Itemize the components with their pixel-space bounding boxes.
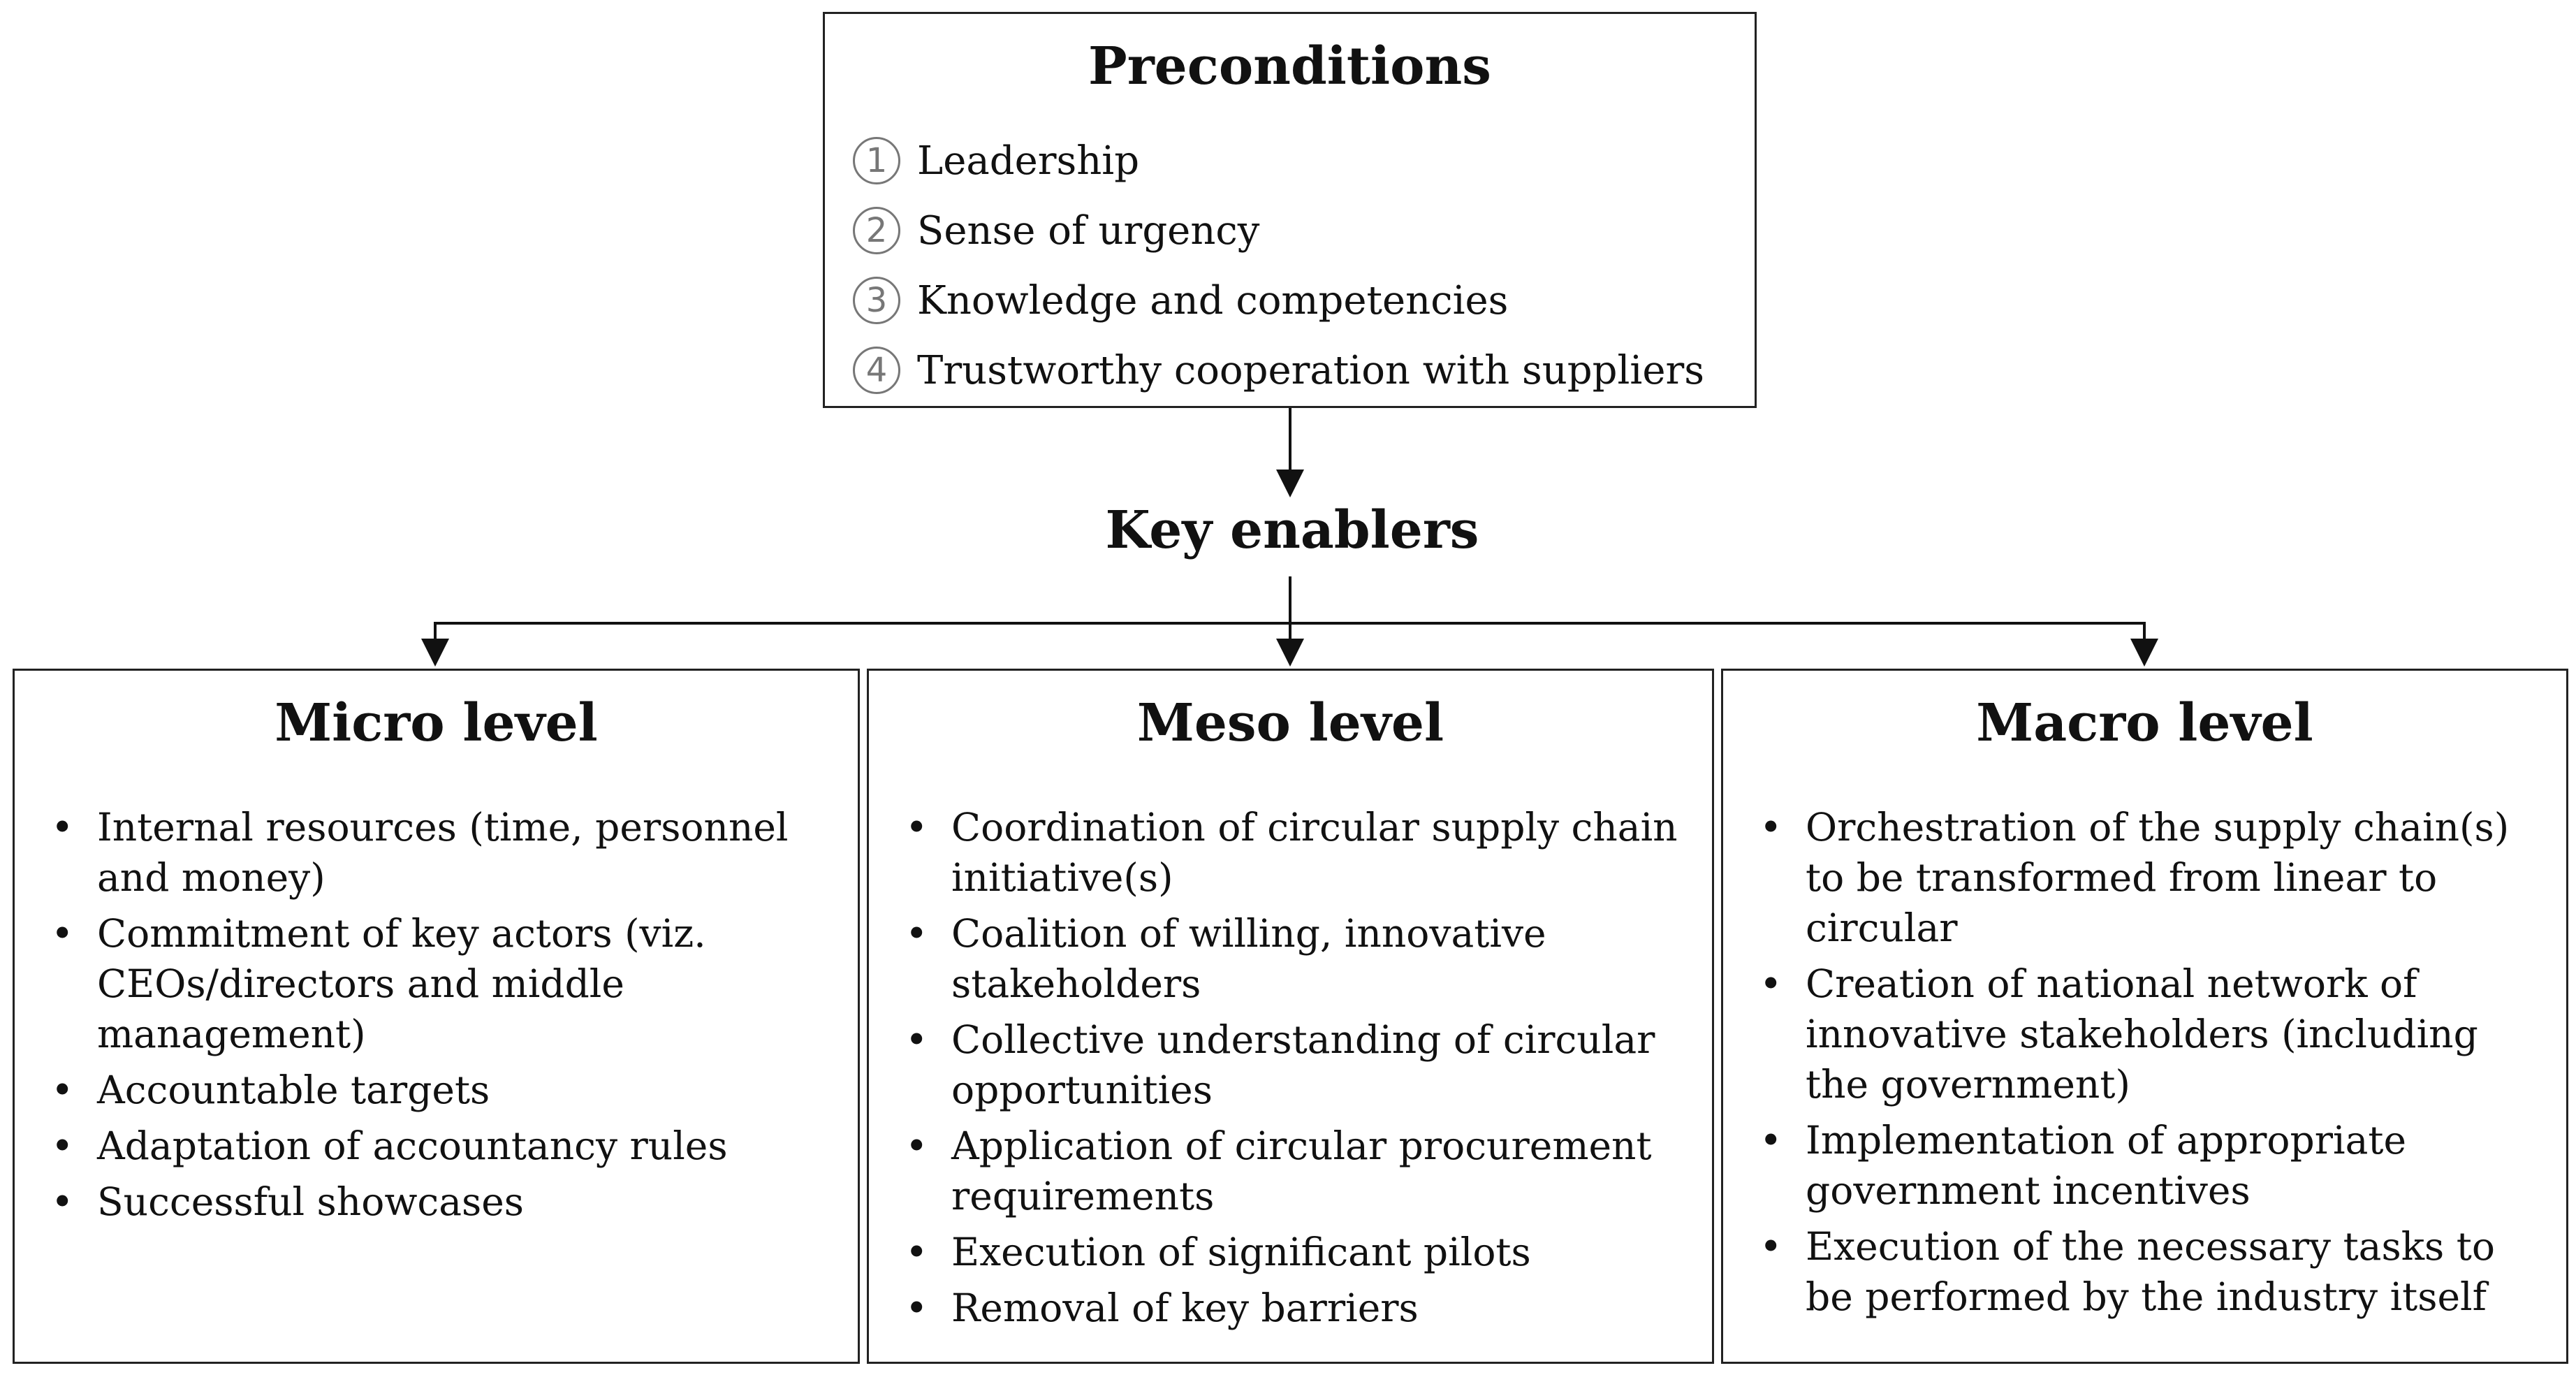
list-item: • Execution of significant pilots	[951, 1227, 1684, 1277]
list-item: • Commitment of key actors (viz. CEOs/directors and middle management)	[97, 908, 830, 1059]
number-4-icon: 4	[853, 347, 900, 394]
list-item: • Application of circular procurement requirements	[951, 1121, 1684, 1221]
precondition-item	[853, 126, 1704, 196]
list-item: • Collective understanding of circular opportunities	[951, 1014, 1684, 1115]
precondition-label: Trustworthy cooperation with suppliers	[917, 347, 1704, 393]
precondition-item	[853, 196, 1704, 265]
meso-level-list	[951, 802, 1684, 1339]
precondition-item	[853, 265, 1704, 335]
meso-level-box	[867, 669, 1714, 1364]
precondition-label: Sense of urgency	[917, 208, 1260, 254]
preconditions-title: Preconditions	[1088, 36, 1491, 96]
macro-level-box	[1721, 669, 2568, 1364]
number-3-icon: 3	[853, 277, 900, 324]
precondition-label: Leadership	[917, 138, 1140, 184]
list-item: • Coordination of circular supply chain initiative(s)	[951, 802, 1684, 903]
micro-level-title: Micro level	[275, 693, 598, 753]
list-item: • Removal of key barriers	[951, 1283, 1684, 1333]
list-item: • Coalition of willing, innovative stakeholders	[951, 908, 1684, 1009]
list-item: • Internal resources (time, personnel and money)	[97, 802, 830, 903]
list-item: • Adaptation of accountancy rules	[97, 1121, 830, 1171]
number-2-icon: 2	[853, 207, 900, 254]
list-item: • Orchestration of the supply chain(s) to be transformed from linear to circular	[1806, 802, 2538, 953]
macro-level-title: Macro level	[1976, 693, 2313, 753]
precondition-item	[853, 335, 1704, 405]
list-item: • Implementation of appropriate government incentives	[1806, 1115, 2538, 1216]
preconditions-list	[853, 126, 1704, 405]
list-item: • Execution of the necessary tasks to be performed by the industry itself	[1806, 1221, 2538, 1322]
list-item: • Accountable targets	[97, 1065, 830, 1115]
number-1-icon: 1	[853, 137, 900, 184]
micro-level-list	[97, 802, 830, 1232]
micro-level-box	[13, 669, 860, 1364]
list-item: • Creation of national network of innovative stakeholders (including the government)	[1806, 959, 2538, 1110]
macro-level-list	[1806, 802, 2538, 1327]
meso-level-title: Meso level	[1136, 693, 1444, 753]
preconditions-box	[823, 12, 1757, 408]
list-item: • Successful showcases	[97, 1177, 830, 1227]
key-enablers-title: Key enablers	[1105, 500, 1479, 560]
precondition-label: Knowledge and competencies	[917, 277, 1509, 323]
